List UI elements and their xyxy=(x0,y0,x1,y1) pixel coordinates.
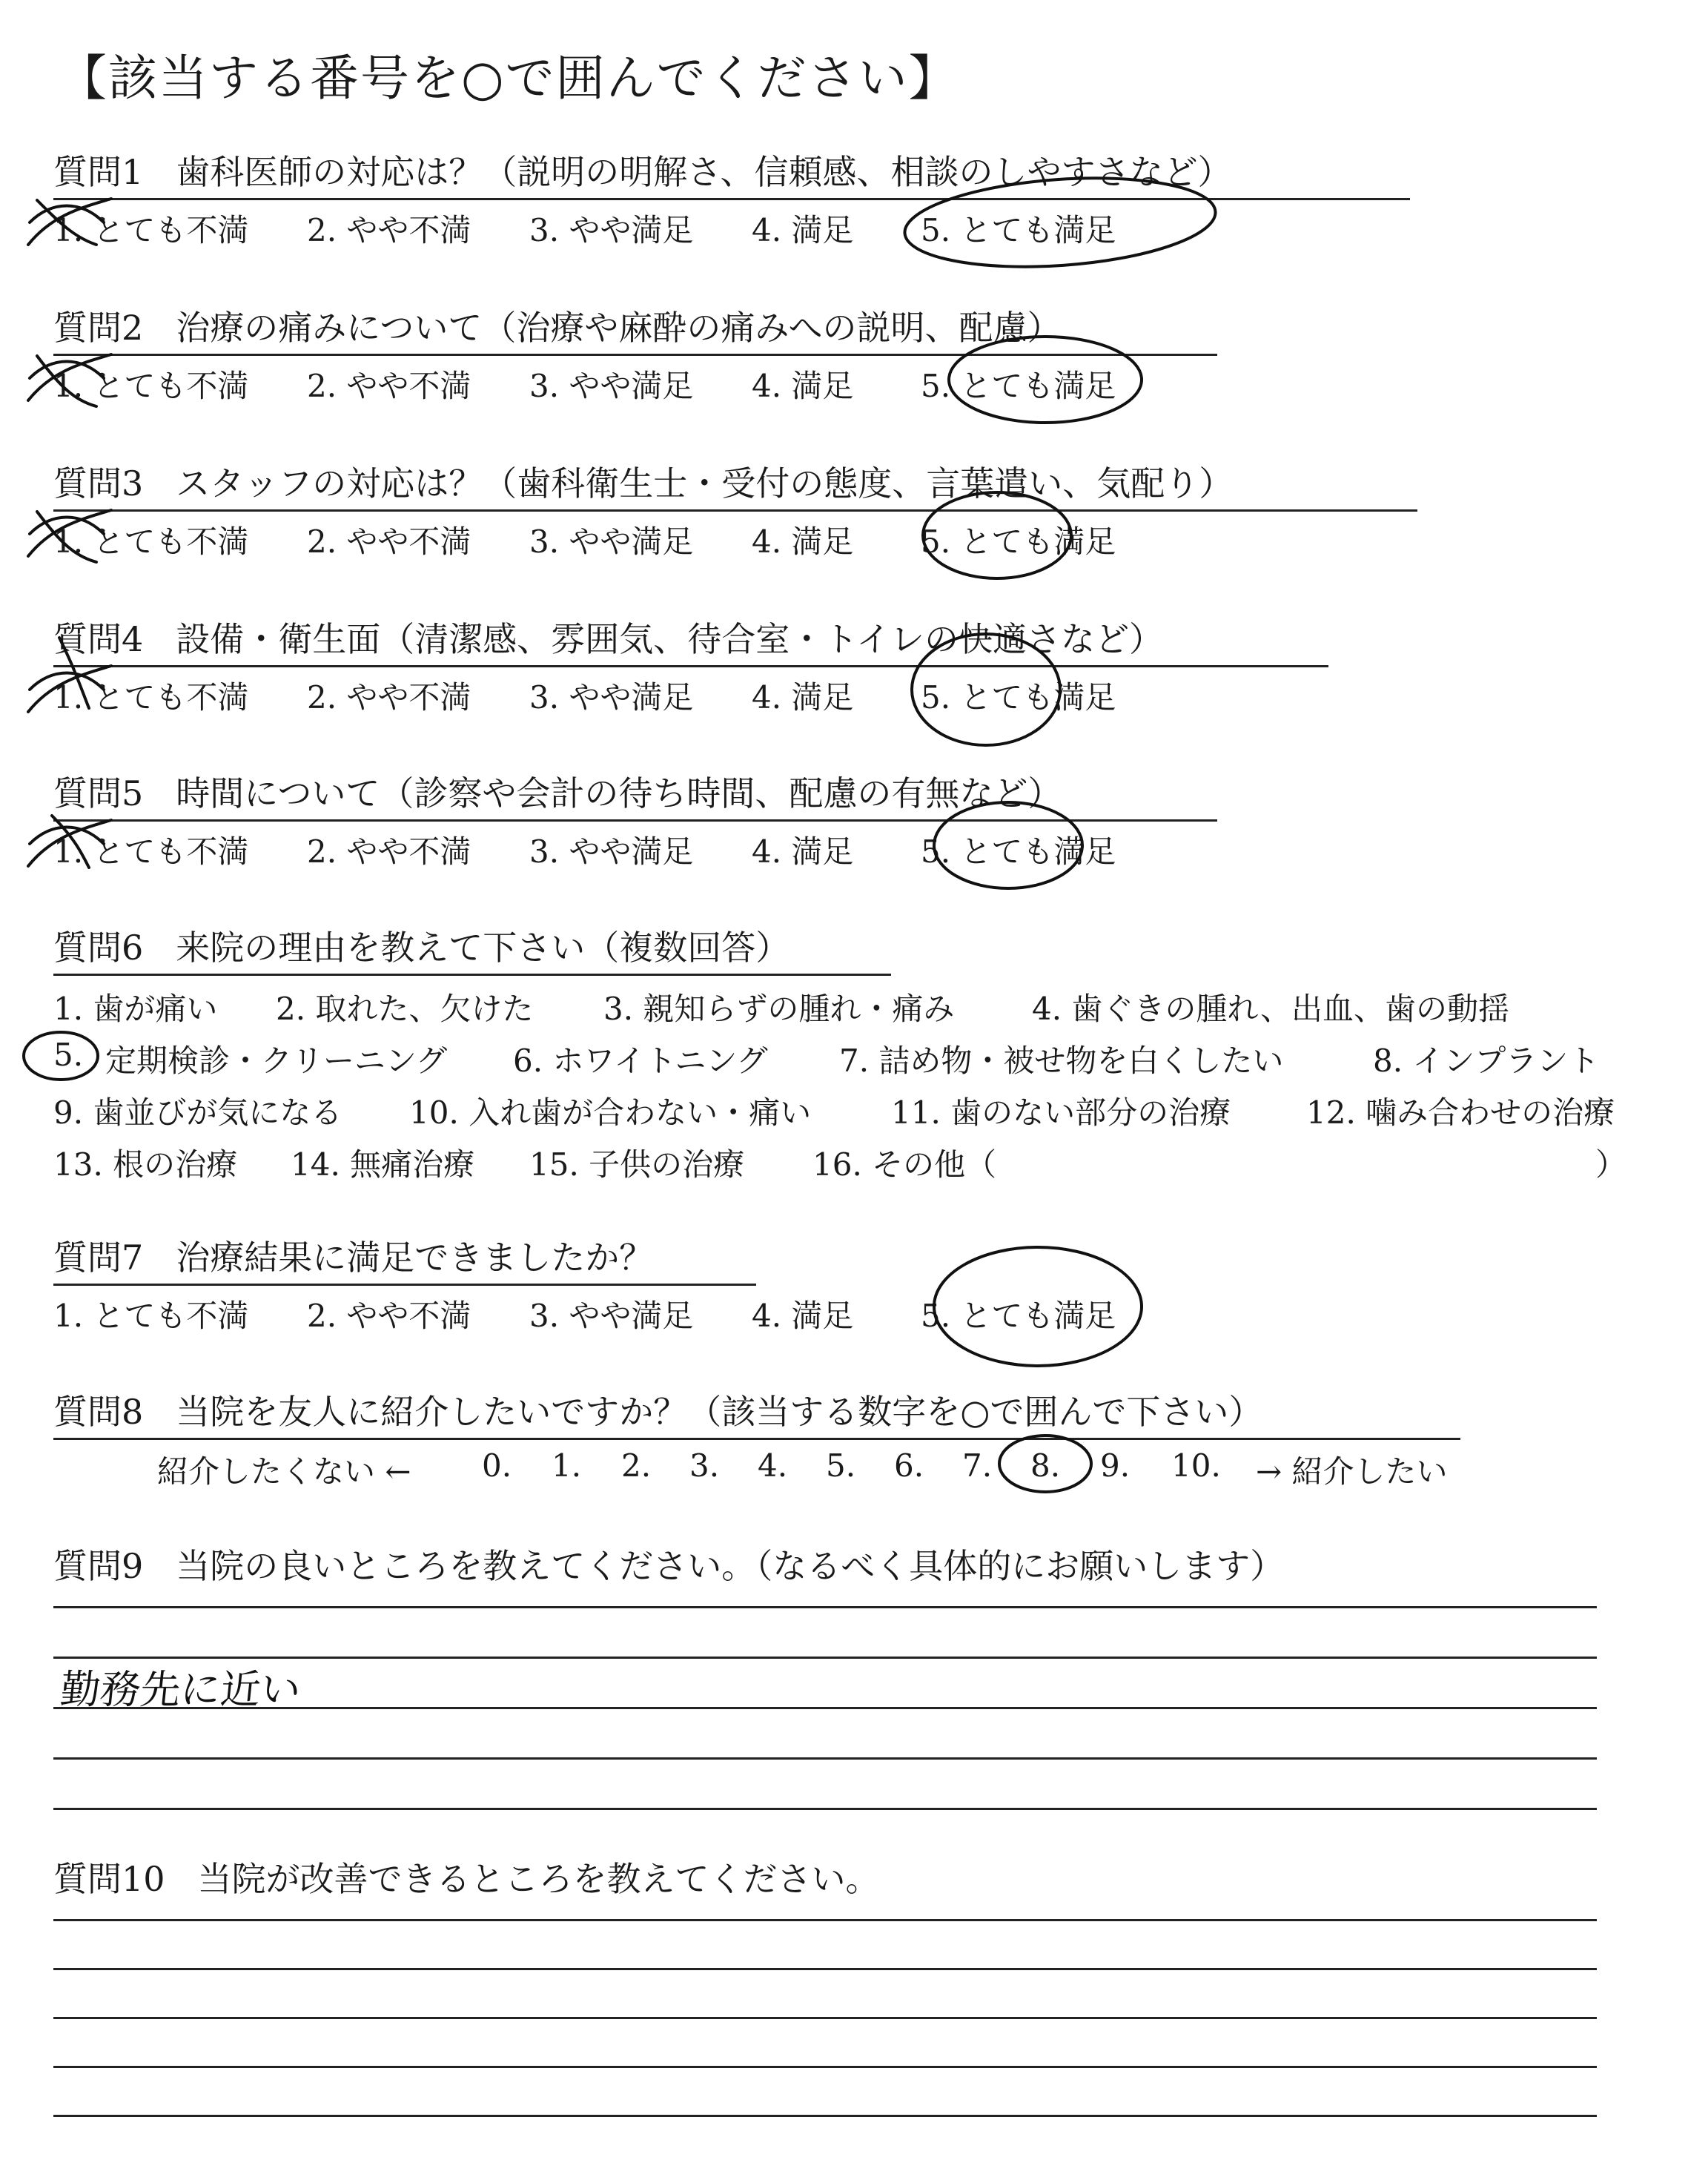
answer-line[interactable] xyxy=(53,1968,1597,1970)
page-title: 【該当する番号を○で囲んでください】 xyxy=(58,50,959,107)
reason-option[interactable]: 8. インプラント xyxy=(1373,1043,1600,1079)
reason-option[interactable]: 11. 歯のない部分の治療 xyxy=(891,1094,1231,1131)
underline xyxy=(53,509,1417,512)
reason-row xyxy=(53,1140,1627,1192)
option-3[interactable]: 3. やや満足 xyxy=(529,368,694,404)
question-text: 当院を友人に紹介したいですか？（該当する数字を○で囲んで下さい） xyxy=(176,1392,1263,1432)
reason-options xyxy=(53,985,1627,1192)
scale-left-label: 紹介したくない ← xyxy=(157,1453,411,1490)
question-header xyxy=(53,1388,1610,1436)
scale-value[interactable]: 6. xyxy=(894,1447,924,1484)
reason-option[interactable]: 6. ホワイトニング xyxy=(513,1043,768,1079)
option-1[interactable]: 1. とても不満 xyxy=(53,1298,249,1334)
rating-options xyxy=(53,206,1610,251)
question-text: 設備・衛生面（清潔感、雰囲気、待合室・トイレの快適さなど） xyxy=(176,619,1163,659)
question-6 xyxy=(53,924,1627,1192)
option-2[interactable]: 2. やや不満 xyxy=(307,1298,471,1334)
option-4[interactable]: 4. 満足 xyxy=(752,212,854,248)
answer-line[interactable] xyxy=(53,1606,1597,1608)
question-text: 歯科医師の対応は？（説明の明解さ、信頼感、相談のしやすさなど） xyxy=(176,152,1232,192)
other-close-paren: ） xyxy=(1595,1146,1627,1183)
reason-option[interactable]: 1. 歯が痛い xyxy=(53,991,218,1027)
underline xyxy=(53,1438,1460,1440)
question-number: 質問8 xyxy=(53,1392,144,1432)
rating-options xyxy=(53,1292,1610,1336)
option-1[interactable]: 1. とても不満 xyxy=(53,368,249,404)
reason-option[interactable]: 4. 歯ぐきの腫れ、出血、歯の動揺 xyxy=(1032,991,1509,1027)
question-text: 時間について（診察や会計の待ち時間、配慮の有無など） xyxy=(176,773,1062,813)
scale-right-label: → 紹介したい xyxy=(1256,1453,1448,1490)
reason-row xyxy=(53,1037,1610,1089)
question-number: 質問2 xyxy=(53,308,144,348)
reason-option[interactable]: 12. 噛み合わせの治療 xyxy=(1306,1094,1615,1131)
reason-option[interactable]: 3. 親知らずの腫れ・痛み xyxy=(603,991,955,1027)
reason-option[interactable]: 15. 子供の治療 xyxy=(529,1146,745,1183)
reason-option[interactable]: 7. 詰め物・被せ物を白くしたい xyxy=(839,1043,1284,1079)
option-1[interactable]: 1. とても不満 xyxy=(53,833,249,870)
question-header xyxy=(53,1234,1610,1281)
reason-option[interactable]: 9. 歯並びが気になる xyxy=(53,1094,342,1131)
scale-value[interactable]: 7. xyxy=(962,1447,993,1484)
option-3[interactable]: 3. やや満足 xyxy=(529,1298,694,1334)
option-5[interactable]: 5. とても満足 xyxy=(921,524,1116,560)
option-5[interactable]: 5. とても満足 xyxy=(921,1298,1116,1334)
question-number: 質問10 xyxy=(53,1859,165,1899)
answer-line[interactable] xyxy=(53,1919,1597,1921)
question-header xyxy=(53,460,1610,507)
option-3[interactable]: 3. やや満足 xyxy=(529,679,694,716)
reason-option[interactable]: 13. 根の治療 xyxy=(53,1146,238,1183)
option-3[interactable]: 3. やや満足 xyxy=(529,524,694,560)
question-number: 質問7 xyxy=(53,1238,144,1278)
question-4 xyxy=(53,615,1610,718)
option-5[interactable]: 5. とても満足 xyxy=(921,212,1116,248)
scale-value[interactable]: 10. xyxy=(1171,1447,1221,1484)
scale-value[interactable]: 3. xyxy=(689,1447,720,1484)
rating-options xyxy=(53,362,1610,406)
scale-value[interactable]: 0. xyxy=(482,1447,512,1484)
question-header xyxy=(53,615,1610,663)
underline xyxy=(53,819,1217,822)
option-2[interactable]: 2. やや不満 xyxy=(307,524,471,560)
option-4[interactable]: 4. 満足 xyxy=(752,368,854,404)
option-4[interactable]: 4. 満足 xyxy=(752,833,854,870)
reason-option[interactable]: 10. 入れ歯が合わない・痛い xyxy=(409,1094,812,1131)
answer-line[interactable] xyxy=(53,2115,1597,2117)
option-3[interactable]: 3. やや満足 xyxy=(529,212,694,248)
question-text: 治療の痛みについて（治療や麻酔の痛みへの説明、配慮） xyxy=(176,308,1062,348)
option-4[interactable]: 4. 満足 xyxy=(752,679,854,716)
question-number: 質問6 xyxy=(53,928,144,968)
scale-value[interactable]: 2. xyxy=(621,1447,652,1484)
question-number: 質問1 xyxy=(53,152,144,192)
question-header xyxy=(53,770,1610,817)
question-10 xyxy=(53,1855,1610,1903)
option-1[interactable]: 1. とても不満 xyxy=(53,212,249,248)
underline xyxy=(53,665,1328,667)
reason-row xyxy=(53,1089,1615,1140)
question-number: 質問9 xyxy=(53,1546,144,1586)
reason-option[interactable]: 14. 無痛治療 xyxy=(291,1146,475,1183)
question-text: スタッフの対応は？（歯科衛生士・受付の態度、言葉遣い、気配り） xyxy=(176,463,1234,503)
question-text: 当院が改善できるところを教えてください。 xyxy=(197,1859,880,1899)
option-4[interactable]: 4. 満足 xyxy=(752,1298,854,1334)
option-2[interactable]: 2. やや不満 xyxy=(307,212,471,248)
rating-options xyxy=(53,673,1610,718)
option-2[interactable]: 2. やや不満 xyxy=(307,368,471,404)
reason-option[interactable]: 16. その他（ xyxy=(812,1146,997,1183)
scale-value[interactable]: 1. xyxy=(552,1447,582,1484)
underline xyxy=(53,198,1410,200)
question-text: 治療結果に満足できましたか？ xyxy=(176,1238,654,1278)
question-header xyxy=(53,924,1610,971)
question-text: 当院の良いところを教えてください。（なるべく具体的にお願いします） xyxy=(176,1546,1285,1586)
scale-value[interactable]: 8. xyxy=(1030,1447,1061,1484)
option-3[interactable]: 3. やや満足 xyxy=(529,833,694,870)
question-header xyxy=(53,1542,1610,1590)
question-3 xyxy=(53,460,1610,562)
question-header xyxy=(53,1855,1610,1903)
reason-row xyxy=(53,985,1610,1037)
rating-options xyxy=(53,828,1610,872)
answer-line[interactable] xyxy=(53,1757,1597,1760)
question-5 xyxy=(53,770,1610,872)
recommend-scale xyxy=(53,1447,1610,1492)
option-5[interactable]: 5. とても満足 xyxy=(921,833,1116,870)
option-5[interactable]: 5. とても満足 xyxy=(921,679,1116,716)
scale-value[interactable]: 5. xyxy=(826,1447,856,1484)
underline xyxy=(53,354,1217,356)
reason-option[interactable]: 定期検診・クリーニング xyxy=(105,1043,448,1079)
question-header xyxy=(53,304,1610,351)
option-4[interactable]: 4. 満足 xyxy=(752,524,854,560)
rating-options xyxy=(53,518,1610,562)
reason-option-number[interactable]: 5. xyxy=(53,1037,84,1073)
question-number: 質問5 xyxy=(53,773,144,813)
handwritten-answer: 勤務先に近い xyxy=(58,1666,303,1713)
question-header xyxy=(53,148,1610,196)
answer-line[interactable] xyxy=(53,2017,1597,2019)
question-number: 質問4 xyxy=(53,619,144,659)
underline xyxy=(53,1284,756,1286)
question-8 xyxy=(53,1388,1610,1492)
question-number: 質問3 xyxy=(53,463,144,503)
answer-line[interactable] xyxy=(53,1808,1597,1810)
reason-option[interactable]: 2. 取れた、欠けた xyxy=(276,991,534,1027)
underline xyxy=(53,974,891,976)
scale-value[interactable]: 4. xyxy=(758,1447,788,1484)
question-7 xyxy=(53,1234,1610,1336)
question-2 xyxy=(53,304,1610,406)
option-1[interactable]: 1. とても不満 xyxy=(53,679,249,716)
scale-value[interactable]: 9. xyxy=(1100,1447,1131,1484)
question-text: 来院の理由を教えて下さい（複数回答） xyxy=(176,928,790,968)
option-2[interactable]: 2. やや不満 xyxy=(307,833,471,870)
question-1 xyxy=(53,148,1610,251)
option-5[interactable]: 5. とても満足 xyxy=(921,368,1116,404)
question-9 xyxy=(53,1542,1610,1590)
option-1[interactable]: 1. とても不満 xyxy=(53,524,249,560)
answer-line[interactable] xyxy=(53,2066,1597,2068)
option-2[interactable]: 2. やや不満 xyxy=(307,679,471,716)
